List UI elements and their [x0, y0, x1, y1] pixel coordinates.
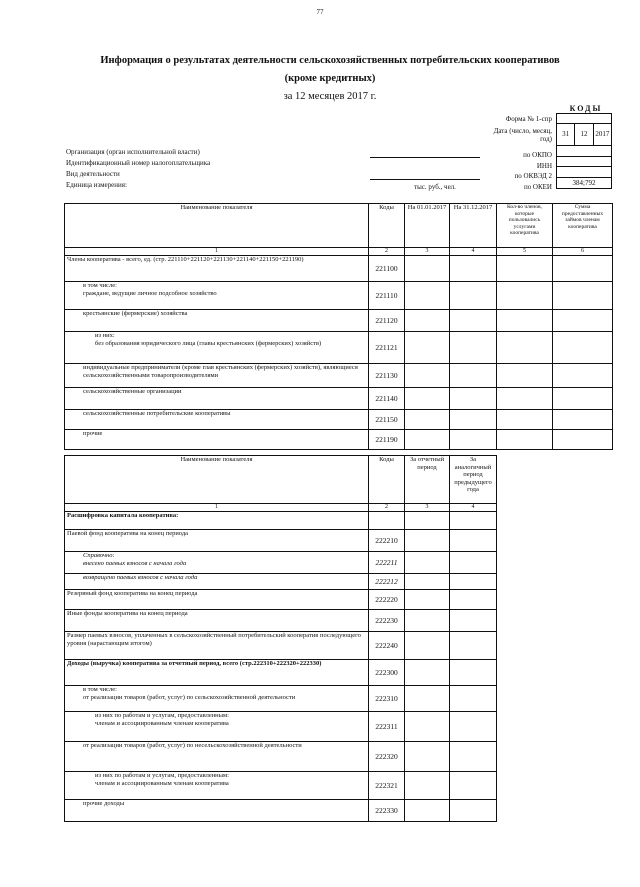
- table-row: [65, 686, 497, 712]
- units-value: тыс. руб., чел.: [414, 183, 456, 191]
- value-cell[interactable]: [450, 256, 497, 282]
- activity-label: Вид деятельности: [66, 170, 120, 178]
- row-code: 222320: [369, 742, 405, 772]
- capital-table: [64, 455, 497, 822]
- okved-cell[interactable]: [557, 167, 612, 178]
- row-code: 221100: [369, 256, 405, 282]
- row-code: 222240: [369, 632, 405, 660]
- table-row: [65, 364, 613, 388]
- value-cell[interactable]: [553, 388, 613, 410]
- value-cell[interactable]: [553, 364, 613, 388]
- value-cell[interactable]: [405, 552, 450, 574]
- section-title: Расшифровка капитала кооператива:: [65, 512, 369, 530]
- row-code: 222211: [369, 552, 405, 574]
- value-cell[interactable]: [450, 632, 497, 660]
- col-number: 4: [450, 248, 497, 256]
- page-number: 77: [316, 8, 324, 16]
- col-number: 3: [405, 504, 450, 512]
- col-prev-header: За аналогичный период предыдущего года: [450, 456, 497, 504]
- value-cell[interactable]: [405, 772, 450, 800]
- row-name: Резервный фонд кооператива на конец периода: [65, 590, 369, 610]
- page-subtitle: (кроме кредитных): [284, 73, 376, 84]
- table-row: [65, 742, 497, 772]
- table-row: [65, 530, 497, 552]
- col-number: 4: [450, 504, 497, 512]
- row-name: из них по работам и услугам, предоставленным: членам и ассоциированным членам кооператива: [65, 772, 369, 800]
- value-cell[interactable]: [497, 256, 553, 282]
- value-cell[interactable]: [405, 660, 450, 686]
- org-label: Организация (орган исполнительной власти): [66, 148, 200, 156]
- col-number: 1: [65, 504, 369, 512]
- value-cell[interactable]: [450, 282, 497, 310]
- inn-label: ИНН: [536, 162, 552, 170]
- okei-value[interactable]: 384;792: [557, 178, 612, 189]
- row-code: 222310: [369, 686, 405, 712]
- activity-fill-line[interactable]: [370, 179, 480, 180]
- row-name: Паевой фонд кооператива на конец периода: [65, 530, 369, 552]
- value-cell[interactable]: [450, 610, 497, 632]
- value-cell[interactable]: [450, 388, 497, 410]
- form-label: Форма № 1-спр: [505, 115, 552, 123]
- okved-label: по ОКВЭД 2: [514, 172, 552, 180]
- value-cell[interactable]: [553, 410, 613, 430]
- row-name: Размер паевых взносов, уплаченных в сельскохозяйственный потребительский кооператив последующего уровня (нарастающим итогом): [65, 632, 369, 660]
- row-code: 222220: [369, 590, 405, 610]
- form-code-cell[interactable]: [557, 114, 612, 124]
- row-name: сельскохозяйственные потребительские кооперативы: [65, 410, 369, 430]
- row-code: 221140: [369, 388, 405, 410]
- value-cell[interactable]: [405, 530, 450, 552]
- value-cell[interactable]: [553, 332, 613, 364]
- okei-label: по ОКЕИ: [523, 183, 552, 191]
- table-row: [65, 610, 497, 632]
- col-number: 5: [497, 248, 553, 256]
- value-cell[interactable]: [497, 282, 553, 310]
- row-name: в том числе: от реализации товаров (работ, услуг) по сельскохозяйственной деятельности: [65, 686, 369, 712]
- table-row: [65, 590, 497, 610]
- value-cell[interactable]: [450, 552, 497, 574]
- value-cell[interactable]: [497, 410, 553, 430]
- table-row: [65, 310, 613, 332]
- row-name: сельскохозяйственные организации: [65, 388, 369, 410]
- row-code: 222212: [369, 574, 405, 590]
- value-cell[interactable]: [450, 364, 497, 388]
- table-row: [65, 332, 613, 364]
- value-cell[interactable]: [450, 590, 497, 610]
- value-cell[interactable]: [497, 388, 553, 410]
- value-cell[interactable]: [450, 574, 497, 590]
- row-name: Справочно: внесено паевых взносов с начала года: [65, 552, 369, 574]
- row-name: крестьянские (фермерские) хозяйства: [65, 310, 369, 332]
- col-number: 6: [553, 248, 613, 256]
- inn-cell[interactable]: [557, 157, 612, 167]
- value-cell[interactable]: [553, 282, 613, 310]
- date-day[interactable]: 31: [557, 124, 575, 146]
- row-code: 222330: [369, 800, 405, 822]
- row-name: прочие доходы: [65, 800, 369, 822]
- row-name: Члены кооператива - всего, ед. (стр. 221110+221120+221130+221140+221150+221190): [65, 256, 369, 282]
- table-row: [65, 410, 613, 430]
- row-code: 222321: [369, 772, 405, 800]
- col-reporting-header: За отчетный период: [405, 456, 450, 504]
- units-label: Единица измерения:: [66, 181, 127, 189]
- row-name: из них по работам и услугам, предоставленным: членам и ассоциированным членам кооператива: [65, 712, 369, 742]
- col-number: 2: [369, 248, 405, 256]
- row-code: 222300: [369, 660, 405, 686]
- col-end-header: На 31.12.2017: [450, 204, 497, 248]
- table-row: [65, 660, 497, 686]
- value-cell[interactable]: [553, 256, 613, 282]
- value-cell[interactable]: [553, 310, 613, 332]
- row-code: 221150: [369, 410, 405, 430]
- value-cell[interactable]: [497, 364, 553, 388]
- row-name: в том числе: граждане, ведущие личное подсобное хозяйство: [65, 282, 369, 310]
- col-loans-header: Сумма предоставленных займов членам кооператива: [553, 204, 613, 248]
- value-cell[interactable]: [450, 410, 497, 430]
- value-cell[interactable]: [450, 686, 497, 712]
- value-cell[interactable]: [450, 430, 497, 450]
- table-row: [65, 282, 613, 310]
- value-cell[interactable]: [405, 388, 450, 410]
- row-name: от реализации товаров (работ, услуг) по несельскохозяйственной деятельности: [65, 742, 369, 772]
- table-row: [65, 552, 497, 574]
- value-cell[interactable]: [405, 364, 450, 388]
- value-cell[interactable]: [450, 530, 497, 552]
- value-cell[interactable]: [405, 282, 450, 310]
- table-row: [65, 388, 613, 410]
- value-cell[interactable]: [450, 742, 497, 772]
- value-cell[interactable]: [553, 430, 613, 450]
- value-cell[interactable]: [405, 610, 450, 632]
- value-cell[interactable]: [405, 590, 450, 610]
- inn-org-label: Идентификационный номер налогоплательщика: [66, 159, 211, 167]
- value-cell[interactable]: [405, 686, 450, 712]
- value-cell[interactable]: [450, 332, 497, 364]
- value-cell[interactable]: [497, 310, 553, 332]
- table-row: [65, 574, 497, 590]
- date-year[interactable]: 2017: [593, 124, 611, 146]
- codes-title: КОДЫ: [569, 104, 603, 113]
- row-code: 221190: [369, 430, 405, 450]
- row-name: возвращено паевых взносов с начала года: [65, 574, 369, 590]
- value-cell[interactable]: [405, 256, 450, 282]
- value-cell[interactable]: [405, 332, 450, 364]
- col-number: 3: [405, 248, 450, 256]
- page-title: Информация о результатах деятельности сельскохозяйственных потребительских кооперативов: [100, 55, 560, 66]
- value-cell[interactable]: [405, 712, 450, 742]
- table-row: [65, 430, 613, 450]
- date-month[interactable]: 12: [575, 124, 593, 146]
- date-label: Дата (число, месяц, год): [493, 127, 552, 143]
- row-name: из них: без образования юридического лица (главы крестьянских (фермерских) хозяйств): [65, 332, 369, 364]
- section-row: [65, 512, 497, 530]
- row-code: 221130: [369, 364, 405, 388]
- table-row: [65, 772, 497, 800]
- row-code: 221110: [369, 282, 405, 310]
- col-name-header: Наименование показателя: [65, 204, 369, 248]
- report-period: за 12 месяцев 2017 г.: [283, 91, 377, 102]
- okpo-cell[interactable]: [557, 146, 612, 157]
- codes-box: [556, 113, 612, 189]
- row-code: 222311: [369, 712, 405, 742]
- table-row: [65, 800, 497, 822]
- okpo-label: по ОКПО: [523, 151, 552, 159]
- row-code: 221120: [369, 310, 405, 332]
- col-number: 2: [369, 504, 405, 512]
- value-cell[interactable]: [497, 430, 553, 450]
- value-cell[interactable]: [405, 800, 450, 822]
- row-name: индивидуальные предприниматели (кроме глав крестьянских (фермерских) хозяйств), являющиеся сельскохозяйственными товаропроизводителями: [65, 364, 369, 388]
- value-cell[interactable]: [405, 574, 450, 590]
- value-cell[interactable]: [450, 800, 497, 822]
- org-fill-line[interactable]: [370, 157, 480, 158]
- value-cell[interactable]: [405, 310, 450, 332]
- col-number: 1: [65, 248, 369, 256]
- table-row: [65, 712, 497, 742]
- value-cell[interactable]: [405, 742, 450, 772]
- row-name: Доходы (выручка) кооператива за отчетный период, всего (стр.222310+222320+222330): [65, 660, 369, 686]
- value-cell[interactable]: [405, 632, 450, 660]
- table-row: [65, 256, 613, 282]
- col-codes-header: Коды: [369, 204, 405, 248]
- row-code: 221121: [369, 332, 405, 364]
- value-cell[interactable]: [497, 332, 553, 364]
- value-cell[interactable]: [450, 660, 497, 686]
- col-members-header: Кол-во членов, которые пользовались услугами кооператива: [497, 204, 553, 248]
- row-code: 222210: [369, 530, 405, 552]
- row-code: 222230: [369, 610, 405, 632]
- members-table: [64, 203, 613, 450]
- row-name: Иные фонды кооператива на конец периода: [65, 610, 369, 632]
- table-row: [65, 632, 497, 660]
- value-cell[interactable]: [450, 712, 497, 742]
- col-name-header: Наименование показателя: [65, 456, 369, 504]
- row-name: прочие: [65, 430, 369, 450]
- value-cell[interactable]: [450, 772, 497, 800]
- value-cell[interactable]: [450, 310, 497, 332]
- col-start-header: На 01.01.2017: [405, 204, 450, 248]
- value-cell[interactable]: [405, 430, 450, 450]
- col-codes-header: Коды: [369, 456, 405, 504]
- value-cell[interactable]: [405, 410, 450, 430]
